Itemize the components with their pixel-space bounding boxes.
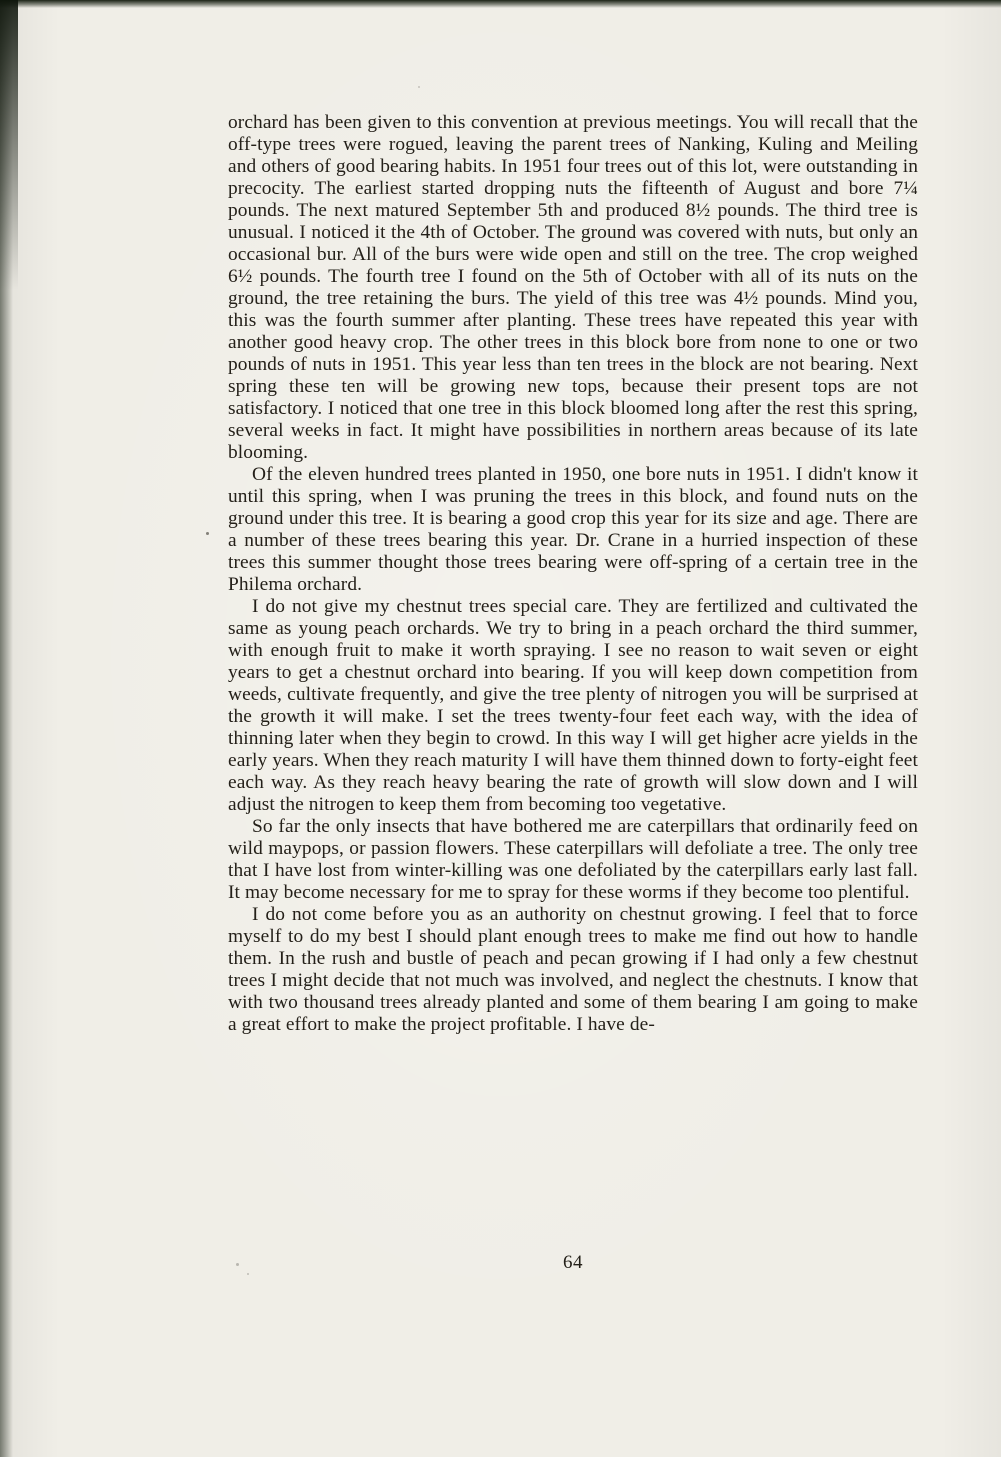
scan-speck (418, 86, 420, 88)
paragraph-continuation: orchard has been given to this convention at previous meetings. You will recall that the off-type trees were rogued, leaving the parent trees of Nanking, Kuling and Meiling and others of good bearing habits. In 1951 four trees out of this lot, were outstanding in precocity. The earliest started dropping nuts the fifteenth of August and bore 7¼ pounds. The next matured September 5th and produced 8½ pounds. The third tree is unusual. I noticed it the 4th of October. The ground was covered with nuts, but only an occasional bur. All of the burs were wide open and still on the tree. The crop weighed 6½ pounds. The fourth tree I found on the 5th of October with all of its nuts on the ground, the tree retaining the burs. The yield of this tree was 4½ pounds. Mind you, this was the fourth summer after planting. These trees have repeated this year with another good heavy crop. The other trees in this block bore from none to one or two pounds of nuts in 1951. This year less than ten trees in the block are not bearing. Next spring these ten will be growing new tops, because their present tops are not satisfactory. I noticed that one tree in this block bloomed long after the rest this spring, several weeks in fact. It might have possibilities in northern areas because of its late blooming. (228, 112, 918, 463)
paragraph: I do not give my chestnut trees special care. They are fertilized and cultivated the same as young peach orchards. We try to bring in a peach orchard the third summer, with enough fruit to make it worth spraying. I see no reason to wait seven or eight years to get a chestnut orchard into bearing. If you will keep down competition from weeds, cultivate frequently, and give the tree plenty of nitrogen you will be surprised at the growth it will make. I set the trees twenty-four feet each way, with the idea of thinning later when they begin to crowd. In this way I will get higher acre yields in the early years. When they reach maturity I will have them thinned down to forty-eight feet each way. As they reach heavy bearing the rate of growth will slow down and I will adjust the nitrogen to keep them from becoming too vegetative. (228, 596, 918, 815)
paragraph: I do not come before you as an authority on chestnut growing. I feel that to force myself to do my best I should plant enough trees to make me find out how to handle them. In the rush and bustle of peach and pecan growing if I had only a few chestnut trees I might decide that not much was involved, and neglect the chestnuts. I know that with two thousand trees already planted and some of them bearing I am going to make a great effort to make the project profitable. I have de- (228, 904, 918, 1035)
scan-speck (206, 532, 209, 535)
page-number: 64 (563, 1252, 583, 1273)
paragraph: Of the eleven hundred trees planted in 1950, one bore nuts in 1951. I didn't know it until this spring, when I was pruning the trees in this block, and found nuts on the ground under this tree. It is bearing a good crop this year for its size and age. There are a number of these trees bearing this year. Dr. Crane in a hurried inspection of these trees this summer thought those trees bearing were off-spring of a certain tree in the Philema orchard. (228, 464, 918, 595)
paragraph: So far the only insects that have bothered me are caterpillars that ordinarily feed on wild maypops, or passion flowers. These caterpillars will defoliate a tree. The only tree that I have lost from winter-killing was one defoliated by the caterpillars early last fall. It may become necessary for me to spray for these worms if they become too plentiful. (228, 816, 918, 903)
scan-corner-shadow (0, 0, 18, 290)
page-text-block (228, 112, 918, 1036)
scan-edge-top (0, 0, 1001, 8)
